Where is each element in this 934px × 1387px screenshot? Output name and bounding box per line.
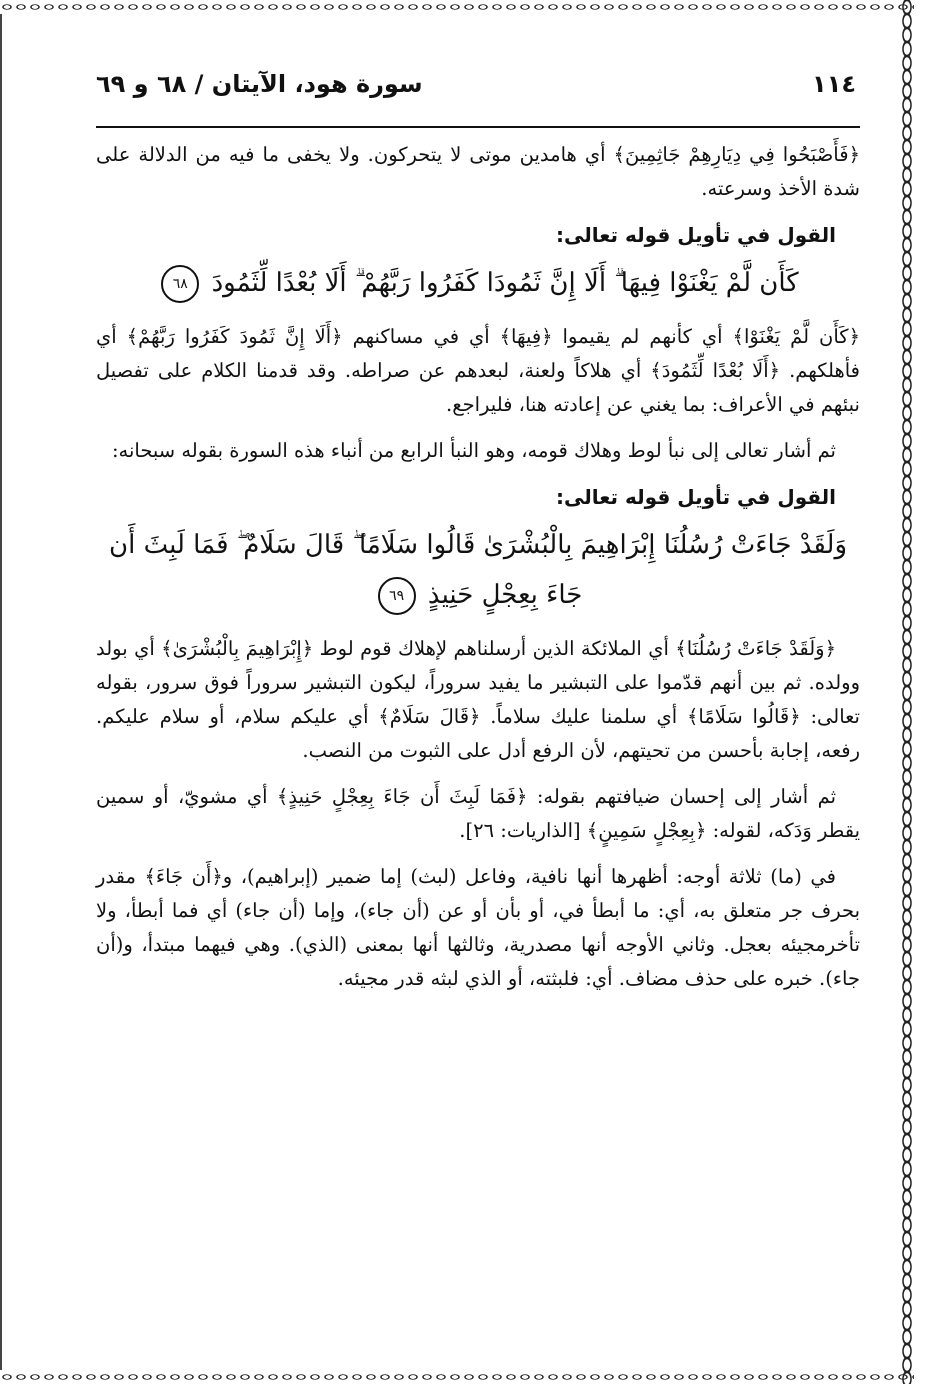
header-rule [96, 126, 860, 128]
paragraph-2: ﴿كَأَن لَّمْ يَغْنَوْا﴾ أي كأنهم لم يقيموا ﴿فِيهَا﴾ أي في مساكنهم ﴿أَلَا إِنَّ ثَمُودَ كَفَرُوا رَبَّهُمْ﴾ أي فأهلكهم. ﴿أَلَا بُعْدًا لِّثَمُودَ﴾ أي هلاكاً ولعنة، لبعدهم عن صراطه. وقد قدمنا الكلام على تفصيل نبئهم في الأعراف: بما يغني عن إعادته هنا، فليراجع. [96, 325, 860, 416]
page-border-top [0, 0, 914, 14]
page-header [96, 62, 856, 112]
running-title: سورة هود، الآيتان / ٦٨ و ٦٩ [96, 70, 423, 98]
page-border-right [900, 0, 914, 1384]
section-heading-1: القول في تأويل قوله تعالى: [556, 223, 836, 247]
paragraph-6: في (ما) ثلاثة أوجه: أظهرها أنها نافية، وفاعل (لبث) إما ضمير (إبراهيم)، و﴿أَن جَاءَ﴾ مقدر بحرف جر متعلق به، أي: ما أبطأ في، أو بأن أو عن (أن جاء)، وإما (أن جاء) أي فما أبطأ، ولا تأخرمجيئه بعجل. وثاني الأوجه أنها مصدرية، وثالثها أنها بمعنى (الذي). وهي فيهما مبتدأ، و(أن جاء). خبره على حذف مضاف. أي: فلبثته، أو الذي لبثه قدر مجيئه. [96, 865, 860, 990]
paragraph-3: ثم أشار تعالى إلى نبأ لوط وهلاك قومه، وهو النبأ الرابع من أنباء هذه السورة بقوله سبحانه: [111, 439, 836, 462]
page-body [96, 138, 860, 1008]
paragraph-5: ثم أشار إلى إحسان ضيافتهم بقوله: ﴿فَمَا لَبِثَ أَن جَاءَ بِعِجْلٍ حَنِيذٍ﴾ أي مشويّ، أو سمين يقطر وَدَكه، لقوله: ﴿بِعِجْلٍ سَمِينٍ﴾ [الذاريات: ٢٦]. [96, 785, 860, 842]
page-number: ١١٤ [812, 70, 856, 98]
verse-text: كَأَن لَّمْ يَغْنَوْا فِيهَا ۗ أَلَا إِنَّ ثَمُودَا كَفَرُوا رَبَّهُمْ ۗ أَلَا بُعْدًا لِّثَمُودَ [211, 268, 799, 298]
verse-text: وَلَقَدْ جَاءَتْ رُسُلُنَا إِبْرَاهِيمَ بِالْبُشْرَىٰ قَالُوا سَلَامًا ۖ قَالَ سَلَامٌ ۖ فَمَا لَبِثَ أَن جَاءَ بِعِجْلٍ حَنِيذٍ [108, 530, 848, 610]
section-heading-2: القول في تأويل قوله تعالى: [556, 485, 836, 509]
quran-verse-69 [96, 520, 860, 620]
page-border-left [0, 14, 2, 1370]
verse-number-badge: ٦٨ [161, 265, 199, 303]
paragraph-1: ﴿فَأَصْبَحُوا فِي دِيَارِهِمْ جَاثِمِينَ﴾ أي هامدين موتى لا يتحركون. ولا يخفى ما فيه من الدلالة على شدة الأخذ وسرعته. [96, 143, 860, 200]
verse-number-badge: ٦٩ [378, 577, 416, 615]
paragraph-4: ﴿وَلَقَدْ جَاءَتْ رُسُلُنَا﴾ أي الملائكة الذين أرسلناهم لإهلاك قوم لوط ﴿إِبْرَاهِيمَ بِالْبُشْرَىٰ﴾ أي بولد وولده. ثم بين أنهم قدّموا على التبشير ما يفيد سروراً، ليكون التبشير سروراً فوق سرور، بقوله تعالى: ﴿قَالُوا سَلَامًا﴾ أي سلمنا عليك سلاماً. ﴿قَالَ سَلَامٌ﴾ أي عليكم سلام، أو سلام عليكم. رفعه، إجابة بأحسن من تحيتهم، لأن الرفع أدل على الثبوت من النصب. [96, 637, 860, 762]
quran-verse-68 [96, 258, 860, 308]
page-border-bottom [0, 1370, 914, 1384]
